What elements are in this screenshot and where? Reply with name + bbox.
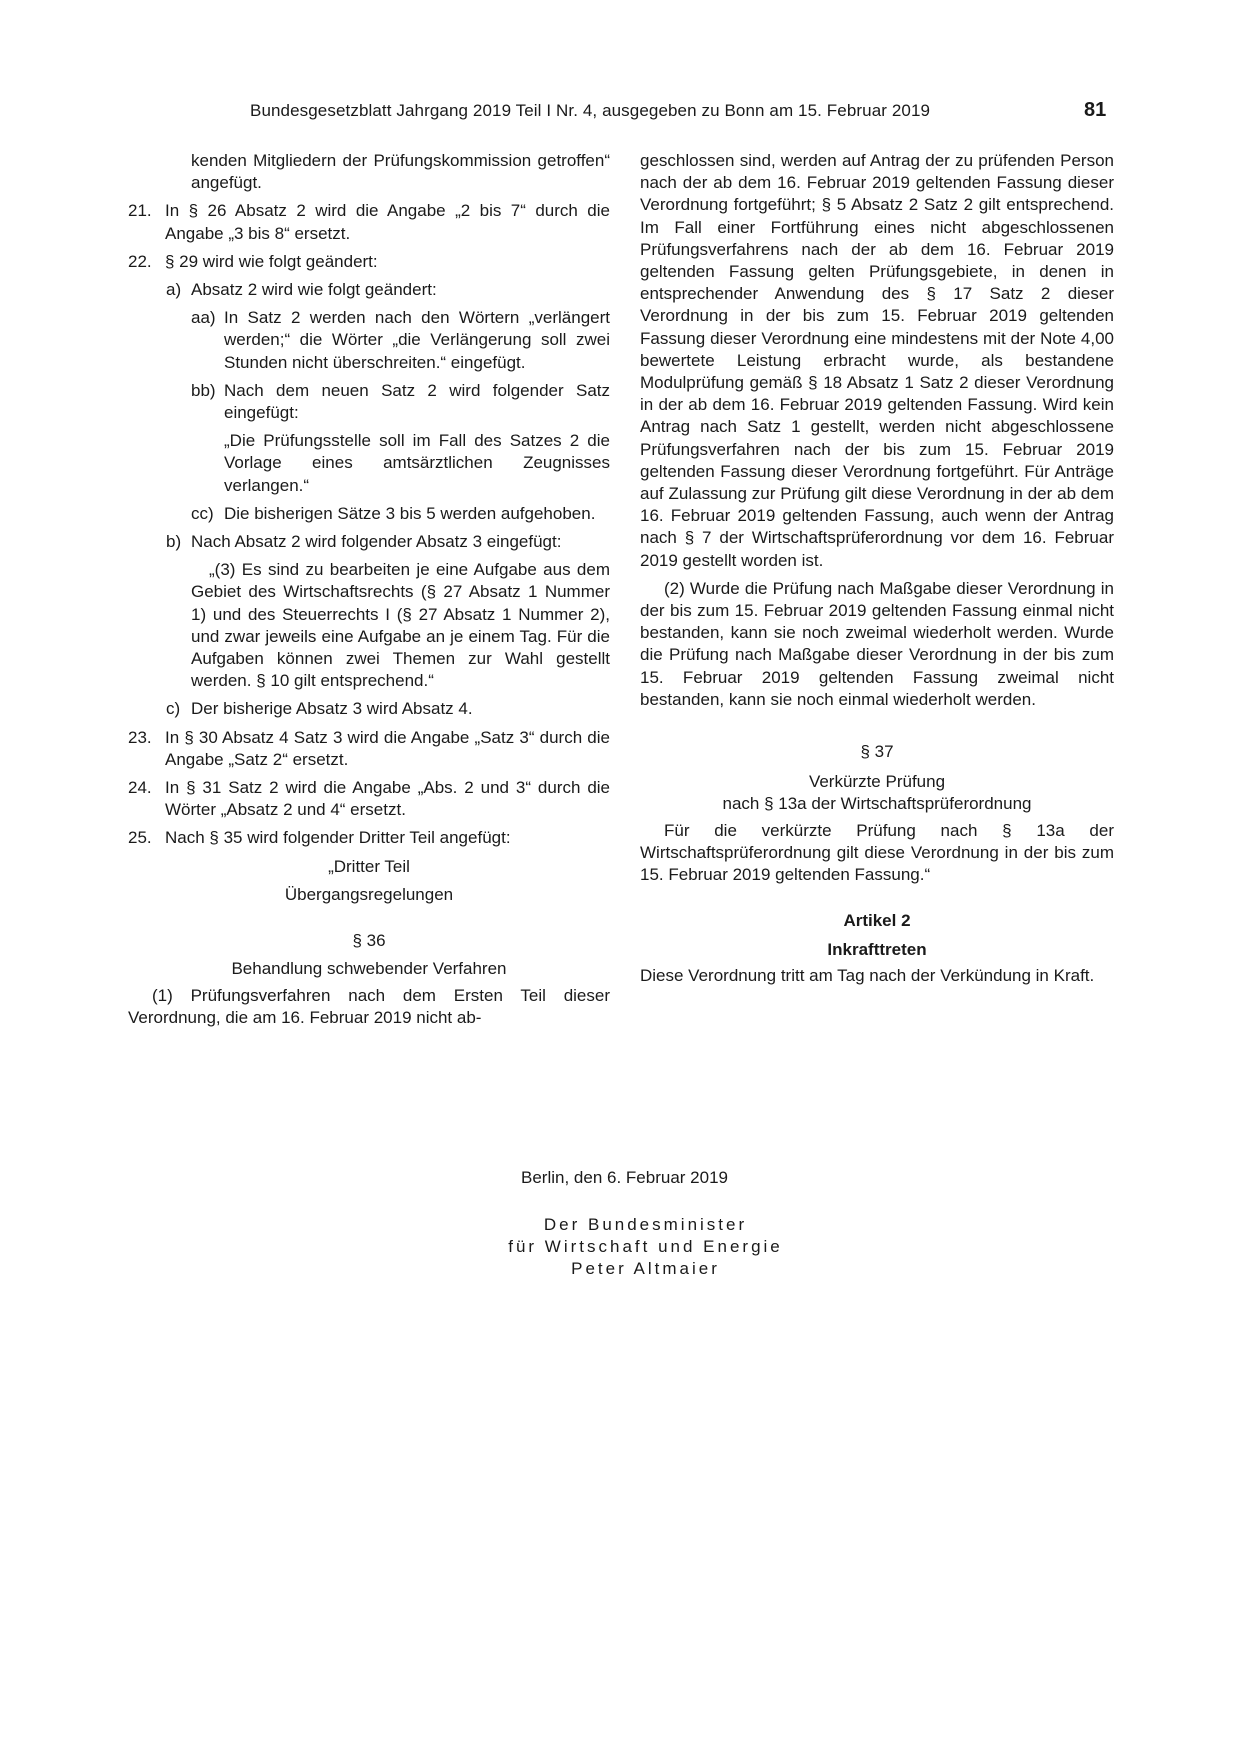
item-text: In § 26 Absatz 2 wird die Angabe „2 bis 7“ durch die Angabe „3 bis 8“ ersetzt. [165,201,610,243]
sub-item-text: Absatz 2 wird wie folgt geändert: [191,280,437,300]
sub-sub-item-letter: bb) [191,380,216,400]
sub-sub-item-aa [128,307,610,374]
item-text: In § 31 Satz 2 wird die Angabe „Abs. 2 und 3“ durch die Wörter „Absatz 2 und 4“ ersetzt. [165,778,610,820]
continued-text: kenden Mitgliedern der Prüfungskommission getroffen“ angefügt. [191,151,610,193]
list-item-25 [128,827,610,849]
item-number: 25. [128,828,152,848]
left-column [128,150,610,1029]
sub-item-text: Nach Absatz 2 wird folgender Absatz 3 eingefügt: [191,532,562,552]
item-number: 22. [128,251,152,271]
part-subtitle: Übergangsregelungen [284,884,454,904]
signature-ministry: für Wirtschaft und Energie [508,1237,783,1256]
sub-item-b [128,531,610,553]
article-2-subtitle: Inkrafttreten [827,939,927,959]
sub-item-text: Der bisherige Absatz 3 wird Absatz 4. [191,699,473,719]
quoted-sentence: „Die Prüfungsstelle soll im Fall des Satzes 2 die Vorlage eines amtsärztlichen Zeugnisses verlangen.“ [224,431,610,495]
sub-item-letter: a) [166,280,182,300]
sub-item-letter: c) [166,699,181,719]
section-36-paragraph-1: (1) Prüfungsverfahren nach dem Ersten Teil dieser Verordnung, die am 16. Februar 2019 nicht ab- [128,985,610,1027]
quoted-paragraph: „(3) Es sind zu bearbeiten je eine Aufgabe aus dem Gebiet des Wirtschaftsrechts (§ 27 Absatz 1 Nummer 1) und des Steuerrechts I (§ 27 Absatz 1 Nummer 2), und zwar jeweils eine Aufgabe an je einem Tag. Für die Aufgaben können zwei Themen zur Wahl gestellt werden. § 10 gilt entsprechend.“ [191,560,610,691]
sub-sub-item-bb [128,380,610,424]
article-2-title: Artikel 2 [843,911,911,931]
sub-sub-item-cc [128,503,610,525]
page-number: 81 [1084,99,1107,121]
signature-office: Der Bundesminister [543,1215,748,1234]
sub-item-letter: b) [166,532,182,552]
article-2-text: Diese Verordnung tritt am Tag nach der Verkündung in Kraft. [640,965,1095,985]
sub-sub-item-letter: cc) [191,503,214,523]
right-column [640,150,1114,987]
sub-item-a [128,279,610,301]
sub-item-c [128,698,610,720]
item-text: § 29 wird wie folgt geändert: [165,251,378,271]
section-37-title-line-2: nach § 13a der Wirtschaftsprüferordnung [722,794,1032,814]
item-number: 21. [128,201,152,221]
list-item-22 [128,251,610,273]
sub-sub-item-text: In Satz 2 werden nach den Wörtern „verlängert werden;“ die Wörter „die Verlängerung soll zwei Stunden nicht überschreiten.“ eingefügt. [224,308,610,372]
list-item-23 [128,727,610,771]
signature-place-date: Berlin, den 6. Februar 2019 [521,1168,728,1187]
section-36-number: § 36 [352,931,386,951]
item-number: 24. [128,778,152,798]
section-36-paragraph-2: (2) Wurde die Prüfung nach Maßgabe dieser Verordnung in der bis zum 15. Februar 2019 geltenden Fassung einmal nicht bestanden, kann sie noch zweimal wiederholt werden. Wurde die Prüfung nach Maßgabe dieser Verordnung in der bis zum 15. Februar 2019 geltenden Fassung zweimal nicht bestanden, kann sie noch einmal wiederholt werden. [640,578,1114,709]
item-text: In § 30 Absatz 4 Satz 3 wird die Angabe „Satz 3“ durch die Angabe „Satz 2“ ersetzt. [165,727,610,769]
list-item-21 [128,200,610,244]
section-37-text: Für die verkürzte Prüfung nach § 13a der Wirtschaftsprüferordnung gilt diese Verordnung in der bis zum 15. Februar 2019 geltenden Fassung.“ [640,820,1114,885]
section-36-title: Behandlung schwebender Verfahren [231,959,507,979]
signature-name: Peter Altmaier [571,1259,720,1278]
section-37-number: § 37 [860,742,894,762]
sub-sub-item-text: Nach dem neuen Satz 2 wird folgender Satz eingefügt: [224,380,610,423]
part-title: „Dritter Teil [328,856,410,876]
list-item-24 [128,777,610,821]
section-37-title: Verkürzte Prüfung [808,772,946,792]
section-36-paragraph-1-continued: geschlossen sind, werden auf Antrag der zu prüfenden Person nach der ab dem 16. Februar 2019 geltenden Fassung dieser Verordnung fortgeführt; § 5 Absatz 2 Satz 2 gilt entsprechend. Im Fall einer Fortführung eines nicht abgeschlossenen Prüfungsverfahrens nach der ab dem 16. Februar 2019 geltenden Fassung gelten Prüfungsgebiete, in denen in entsprechender Anwendung des § 17 Satz 2 dieser Verordnung in der bis zum 15. Februar 2019 geltenden Fassung dieser Verordnung eine mindestens mit der Note 4,00 bewertete Leistung erbracht wurde, als bestandene Modulprüfung gemäß § 18 Absatz 1 Satz 2 dieser Verordnung in der ab dem 16. Februar 2019 geltenden Fassung. Wird kein Antrag nach Satz 1 gestellt, werden nicht abgeschlossene Prüfungsverfahren nach der bis zum 15. Februar 2019 geltenden Fassung dieser Verordnung fortgeführt. Für Anträge auf Zulassung zur Prüfung gilt diese Verordnung in der ab dem 16. Februar 2019 geltenden Fassung, auch wenn der Antrag nach § 7 der Wirtschaftsprüferordnung vor dem 16. Februar 2019 gestellt worden ist. [640,151,1114,570]
item-text: Nach § 35 wird folgender Dritter Teil angefügt: [165,828,511,848]
sub-sub-item-text: Die bisherigen Sätze 3 bis 5 werden aufgehoben. [224,503,596,523]
item-number: 23. [128,727,152,747]
running-header: Bundesgesetzblatt Jahrgang 2019 Teil I Nr. 4, ausgegeben zu Bonn am 15. Februar 2019 [250,101,931,120]
sub-sub-item-letter: aa) [191,308,216,328]
